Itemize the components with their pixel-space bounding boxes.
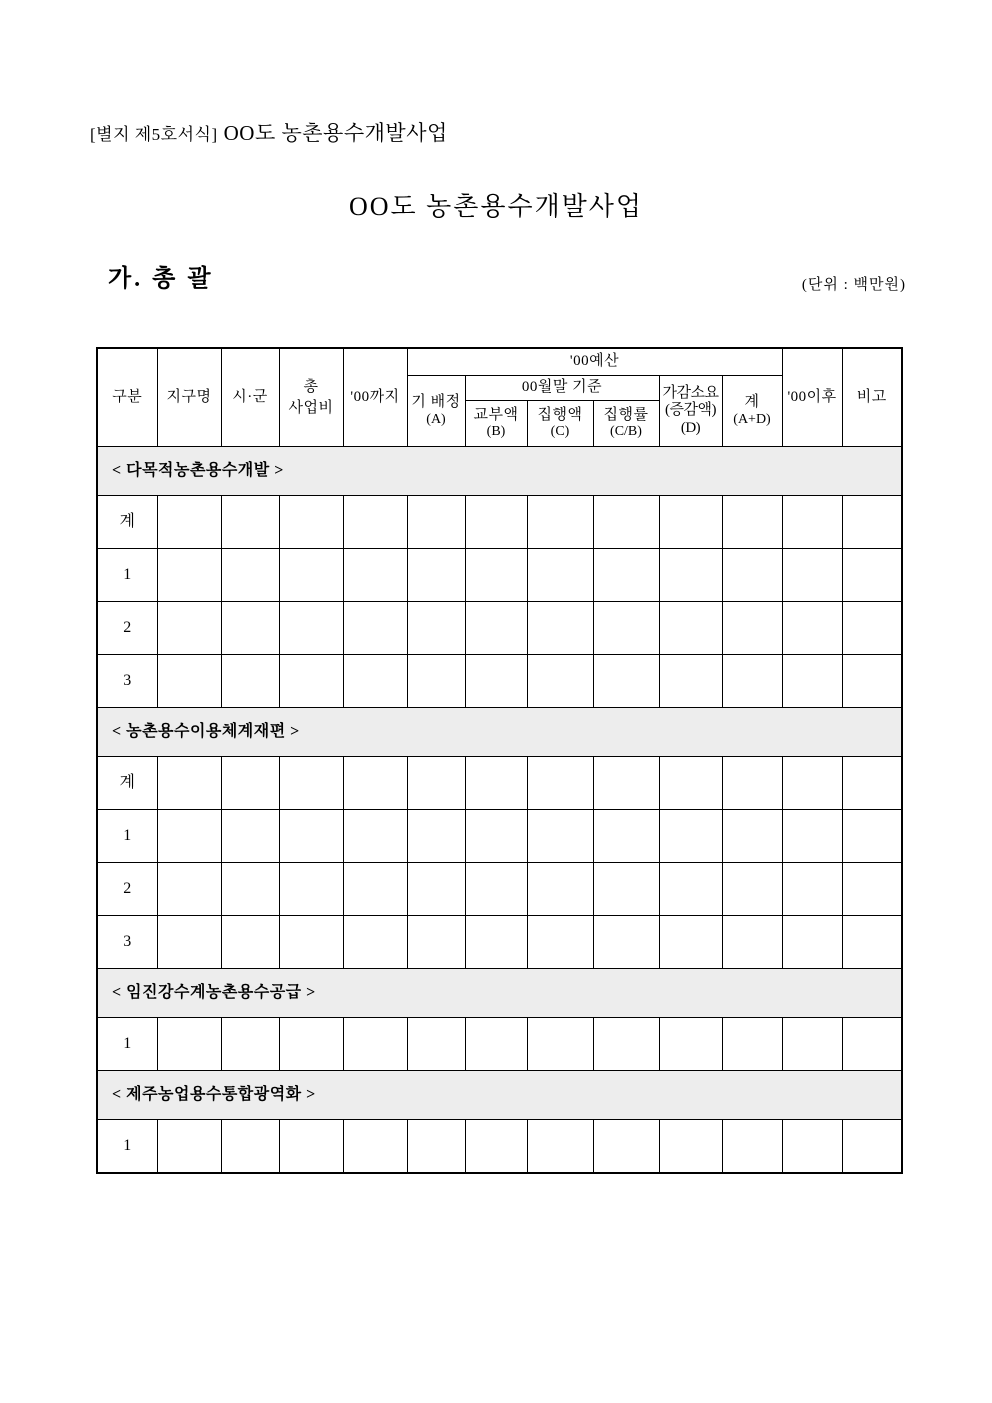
data-entry-cell[interactable] [722, 916, 782, 969]
data-entry-cell[interactable] [527, 757, 593, 810]
data-entry-cell[interactable] [279, 549, 343, 602]
data-entry-cell[interactable] [157, 810, 221, 863]
data-entry-cell[interactable] [221, 496, 279, 549]
data-entry-cell[interactable] [659, 1018, 722, 1071]
data-entry-cell[interactable] [842, 496, 902, 549]
row-label-cell: 2 [97, 863, 157, 916]
data-entry-cell[interactable] [659, 655, 722, 708]
data-entry-cell[interactable] [465, 1018, 527, 1071]
table-body [97, 447, 902, 1174]
data-entry-cell[interactable] [722, 1018, 782, 1071]
row-label-cell: 1 [97, 1018, 157, 1071]
row-label-cell: 3 [97, 655, 157, 708]
data-entry-cell[interactable] [221, 863, 279, 916]
data-entry-cell[interactable] [659, 757, 722, 810]
data-entry-cell[interactable] [782, 863, 842, 916]
data-entry-cell[interactable] [842, 655, 902, 708]
data-entry-cell[interactable] [157, 655, 221, 708]
form-number: [별지 제5호서식] [90, 125, 218, 144]
col-header-district: 지구명 [157, 348, 221, 447]
table-row [97, 549, 902, 602]
data-entry-cell[interactable] [343, 810, 407, 863]
total-cost-line1: 총 [303, 379, 319, 396]
section-title: < 제주농업용수통합광역화 > [97, 1071, 902, 1120]
summary-table-wrapper [96, 347, 903, 1174]
header-row-1 [97, 348, 902, 376]
header-title: OO도 농촌용수개발사업 [223, 121, 448, 145]
row-label-cell: 3 [97, 916, 157, 969]
data-entry-cell[interactable] [279, 655, 343, 708]
data-entry-cell[interactable] [782, 810, 842, 863]
data-entry-cell[interactable] [221, 549, 279, 602]
col-header-remarks: 비고 [842, 348, 902, 447]
data-entry-cell[interactable] [659, 549, 722, 602]
data-entry-cell[interactable] [722, 757, 782, 810]
data-entry-cell[interactable] [527, 496, 593, 549]
data-entry-cell[interactable] [842, 1120, 902, 1174]
section-title: < 임진강수계농촌용수공급 > [97, 969, 902, 1018]
section-header-row [97, 447, 902, 496]
grant-line1: 교부액 [473, 406, 519, 423]
data-entry-cell[interactable] [343, 863, 407, 916]
data-entry-cell[interactable] [659, 1120, 722, 1174]
col-header-allocated [407, 376, 465, 447]
data-entry-cell[interactable] [782, 1120, 842, 1174]
col-header-total-cost [279, 348, 343, 447]
table-row [97, 810, 902, 863]
data-entry-cell[interactable] [407, 655, 465, 708]
data-entry-cell[interactable] [407, 757, 465, 810]
data-entry-cell[interactable] [221, 810, 279, 863]
data-entry-cell[interactable] [407, 496, 465, 549]
data-entry-cell[interactable] [157, 549, 221, 602]
col-header-executed [527, 401, 593, 447]
grant-line2: (B) [486, 424, 506, 440]
data-entry-cell[interactable] [465, 602, 527, 655]
data-entry-cell[interactable] [722, 602, 782, 655]
col-header-budget-00: '00예산 [407, 348, 782, 376]
data-entry-cell[interactable] [465, 1120, 527, 1174]
data-entry-cell[interactable] [593, 1018, 659, 1071]
table-row [97, 1018, 902, 1071]
data-entry-cell[interactable] [782, 655, 842, 708]
section-title: < 농촌용수이용체계재편 > [97, 708, 902, 757]
data-entry-cell[interactable] [782, 916, 842, 969]
data-entry-cell[interactable] [593, 757, 659, 810]
col-header-gubun: 구분 [97, 348, 157, 447]
exec-rate-line1: 집행률 [603, 406, 649, 423]
unit-note: (단위 : 백만원) [801, 277, 906, 293]
data-entry-cell[interactable] [842, 916, 902, 969]
data-entry-cell[interactable] [465, 549, 527, 602]
data-entry-cell[interactable] [842, 863, 902, 916]
sum-line1: 계 [744, 394, 760, 411]
data-entry-cell[interactable] [343, 549, 407, 602]
data-entry-cell[interactable] [593, 863, 659, 916]
data-entry-cell[interactable] [465, 863, 527, 916]
data-entry-cell[interactable] [157, 496, 221, 549]
data-entry-cell[interactable] [157, 863, 221, 916]
data-entry-cell[interactable] [722, 549, 782, 602]
table-row [97, 655, 902, 708]
data-entry-cell[interactable] [343, 757, 407, 810]
data-entry-cell[interactable] [527, 810, 593, 863]
data-entry-cell[interactable] [221, 655, 279, 708]
data-entry-cell[interactable] [527, 1120, 593, 1174]
data-entry-cell[interactable] [593, 810, 659, 863]
data-entry-cell[interactable] [465, 916, 527, 969]
adjust-line2: (증감액) [665, 402, 716, 419]
table-row [97, 863, 902, 916]
summary-table [96, 347, 903, 1174]
page-title: OO도 농촌용수개발사업 [348, 192, 644, 221]
data-entry-cell[interactable] [343, 1018, 407, 1071]
table-row [97, 916, 902, 969]
data-entry-cell[interactable] [659, 916, 722, 969]
data-entry-cell[interactable] [782, 602, 842, 655]
row-label-cell: 1 [97, 810, 157, 863]
data-entry-cell[interactable] [221, 602, 279, 655]
executed-line1: 집행액 [537, 406, 583, 423]
data-entry-cell[interactable] [593, 916, 659, 969]
table-header [97, 348, 902, 447]
data-entry-cell[interactable] [279, 496, 343, 549]
data-entry-cell[interactable] [593, 655, 659, 708]
data-entry-cell[interactable] [722, 496, 782, 549]
data-entry-cell[interactable] [407, 916, 465, 969]
document-header [90, 117, 448, 147]
data-entry-cell[interactable] [407, 810, 465, 863]
table-row [97, 1120, 902, 1174]
col-header-after-00: '00이후 [782, 348, 842, 447]
table-row [97, 757, 902, 810]
data-entry-cell[interactable] [221, 1018, 279, 1071]
data-entry-cell[interactable] [527, 916, 593, 969]
allocated-line1: 기 배정 [411, 394, 461, 411]
data-entry-cell[interactable] [722, 863, 782, 916]
data-entry-cell[interactable] [842, 549, 902, 602]
data-entry-cell[interactable] [659, 810, 722, 863]
data-entry-cell[interactable] [465, 757, 527, 810]
row-label-cell: 2 [97, 602, 157, 655]
data-entry-cell[interactable] [157, 916, 221, 969]
table-row [97, 496, 902, 549]
row-label-cell: 1 [97, 1120, 157, 1174]
data-entry-cell[interactable] [343, 916, 407, 969]
data-entry-cell[interactable] [842, 757, 902, 810]
data-entry-cell[interactable] [842, 1018, 902, 1071]
col-header-city-county: 시·군 [221, 348, 279, 447]
exec-rate-line2: (C/B) [610, 424, 642, 440]
section-header-row [97, 969, 902, 1018]
data-entry-cell[interactable] [527, 655, 593, 708]
data-entry-cell[interactable] [221, 757, 279, 810]
data-entry-cell[interactable] [221, 1120, 279, 1174]
data-entry-cell[interactable] [343, 602, 407, 655]
data-entry-cell[interactable] [279, 1120, 343, 1174]
data-entry-cell[interactable] [157, 1120, 221, 1174]
col-header-end-of-month: 00월말 기준 [465, 376, 659, 401]
data-entry-cell[interactable] [279, 757, 343, 810]
col-header-grant [465, 401, 527, 447]
data-entry-cell[interactable] [527, 549, 593, 602]
data-entry-cell[interactable] [279, 602, 343, 655]
data-entry-cell[interactable] [527, 863, 593, 916]
data-entry-cell[interactable] [343, 655, 407, 708]
data-entry-cell[interactable] [407, 602, 465, 655]
data-entry-cell[interactable] [279, 863, 343, 916]
data-entry-cell[interactable] [465, 655, 527, 708]
col-header-until-00: '00까지 [343, 348, 407, 447]
data-entry-cell[interactable] [593, 602, 659, 655]
col-header-sum [722, 376, 782, 447]
data-entry-cell[interactable] [465, 810, 527, 863]
data-entry-cell[interactable] [407, 1120, 465, 1174]
data-entry-cell[interactable] [465, 496, 527, 549]
data-entry-cell[interactable] [343, 1120, 407, 1174]
data-entry-cell[interactable] [593, 1120, 659, 1174]
executed-line2: (C) [550, 424, 570, 440]
col-header-exec-rate [593, 401, 659, 447]
section-title: < 다목적농촌용수개발 > [97, 447, 902, 496]
data-entry-cell[interactable] [279, 1018, 343, 1071]
data-entry-cell[interactable] [782, 1018, 842, 1071]
section-header-row [97, 1071, 902, 1120]
col-header-adjustment [659, 376, 722, 447]
row-label-cell: 계 [97, 496, 157, 549]
data-entry-cell[interactable] [527, 602, 593, 655]
data-entry-cell[interactable] [407, 1018, 465, 1071]
data-entry-cell[interactable] [659, 602, 722, 655]
data-entry-cell[interactable] [722, 810, 782, 863]
data-entry-cell[interactable] [842, 602, 902, 655]
row-label-cell: 계 [97, 757, 157, 810]
data-entry-cell[interactable] [659, 496, 722, 549]
adjust-line3: (D) [680, 419, 701, 436]
total-cost-line2: 사업비 [288, 399, 334, 416]
data-entry-cell[interactable] [593, 496, 659, 549]
data-entry-cell[interactable] [842, 810, 902, 863]
data-entry-cell[interactable] [407, 863, 465, 916]
data-entry-cell[interactable] [279, 916, 343, 969]
data-entry-cell[interactable] [407, 549, 465, 602]
data-entry-cell[interactable] [593, 549, 659, 602]
data-entry-cell[interactable] [279, 810, 343, 863]
data-entry-cell[interactable] [157, 1018, 221, 1071]
data-entry-cell[interactable] [527, 1018, 593, 1071]
table-row [97, 602, 902, 655]
data-entry-cell[interactable] [782, 549, 842, 602]
sum-line2: (A+D) [733, 411, 771, 427]
data-entry-cell[interactable] [157, 602, 221, 655]
data-entry-cell[interactable] [722, 655, 782, 708]
data-entry-cell[interactable] [221, 916, 279, 969]
data-entry-cell[interactable] [782, 757, 842, 810]
row-label-cell: 1 [97, 549, 157, 602]
data-entry-cell[interactable] [722, 1120, 782, 1174]
section-header-row [97, 708, 902, 757]
allocated-line2: (A) [426, 411, 446, 427]
data-entry-cell[interactable] [343, 496, 407, 549]
data-entry-cell[interactable] [659, 863, 722, 916]
data-entry-cell[interactable] [782, 496, 842, 549]
data-entry-cell[interactable] [157, 757, 221, 810]
adjust-line1: 가감소요 [662, 385, 719, 402]
section-label: 가. 총 괄 [108, 266, 214, 292]
